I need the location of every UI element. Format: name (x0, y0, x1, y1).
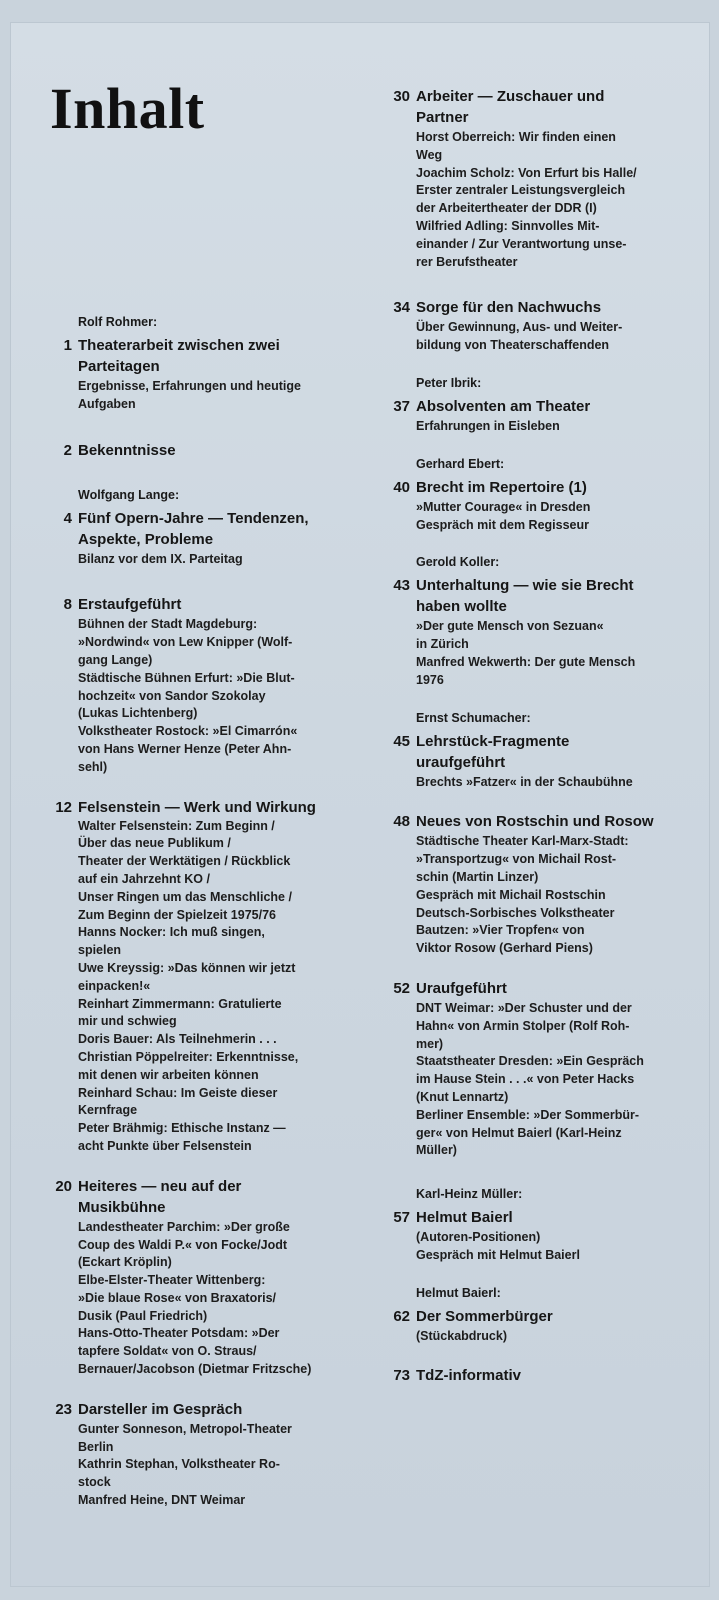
entry-heading: Erstaufgeführt (78, 596, 182, 614)
entry-line: einpacken!« (78, 978, 151, 993)
entry-line: ger« von Helmut Baierl (Karl-Heinz (416, 1125, 622, 1140)
page-number: 1 (63, 337, 72, 354)
entry-line: mir und schwieg (78, 1014, 177, 1029)
entry-line: Joachim Scholz: Von Erfurt bis Halle/ (416, 165, 637, 180)
toc-entry-40[interactable] (382, 456, 692, 535)
entry-line: Hahn« von Armin Stolper (Rolf Roh- (416, 1018, 630, 1033)
entry-line: Bernauer/Jacobson (Dietmar Fritzsche) (78, 1362, 312, 1377)
toc-entry-1[interactable] (44, 314, 364, 414)
page-title: Inhalt (50, 76, 205, 141)
entry-heading: Felsenstein — Werk und Wirkung (78, 798, 316, 816)
entry-line: Uwe Kreyssig: »Das können wir jetzt (78, 960, 296, 975)
toc-entry-73[interactable] (382, 1365, 692, 1386)
entry-line: bildung von Theaterschaffenden (416, 338, 610, 353)
entry-line: stock (78, 1475, 111, 1490)
entry-line: Coup des Waldi P.« von Focke/Jodt (78, 1237, 288, 1252)
toc-entry-57[interactable] (382, 1186, 692, 1265)
toc-entry-30[interactable] (382, 86, 692, 271)
entry-heading: Absolventen am Theater (416, 397, 591, 415)
page-number: 52 (393, 979, 410, 997)
entry-heading: Bekenntnisse (78, 441, 176, 459)
toc-right-column (382, 86, 692, 1386)
entry-line: Volkstheater Rostock: »El Cimarrón« (78, 724, 298, 739)
entry-line: Erfahrungen in Eisleben (416, 418, 560, 433)
page-number: 57 (393, 1209, 410, 1227)
entry-line: Hanns Nocker: Ich muß singen, (78, 925, 265, 940)
entry-line: Peter Brähmig: Ethische Instanz — (78, 1121, 286, 1136)
toc-entry-12[interactable] (44, 797, 364, 1156)
entry-heading: Musikbühne (78, 1198, 166, 1216)
entry-heading: Aspekte, Probleme (78, 530, 214, 548)
entry-line: in Zürich (416, 637, 469, 652)
entry-heading: TdZ-informativ (416, 1367, 521, 1385)
entry-line: mit denen wir arbeiten können (78, 1067, 259, 1082)
entry-line: »Mutter Courage« in Dresden (416, 499, 591, 514)
entry-line: Brechts »Fatzer« in der Schaubühne (416, 774, 633, 789)
entry-line: Wilfried Adling: Sinnvolles Mit- (416, 218, 600, 233)
toc-entry-8[interactable] (44, 594, 364, 776)
entry-line: Berlin (78, 1439, 114, 1454)
entry-line: acht Punkte über Felsenstein (78, 1138, 252, 1153)
page-number: 37 (393, 397, 410, 415)
page-number: 40 (393, 478, 410, 496)
entry-line: Manfred Heine, DNT Weimar (78, 1493, 246, 1508)
entry-line: Gespräch mit Helmut Baierl (416, 1247, 580, 1262)
magazine-page (10, 22, 710, 1587)
toc-entry-23[interactable] (44, 1399, 364, 1510)
entry-line: im Hause Stein . . .« von Peter Hacks (416, 1072, 635, 1087)
entry-author: Wolfgang Lange: (78, 487, 180, 502)
entry-heading: Partner (416, 109, 469, 126)
entry-line: Weg (416, 147, 443, 162)
toc-entry-34[interactable] (382, 297, 692, 355)
entry-author: Gerhard Ebert: (416, 456, 505, 471)
entry-author: Rolf Rohmer: (78, 315, 158, 329)
entry-line: Erster zentraler Leistungsvergleich (416, 183, 626, 198)
entry-line: Über Gewinnung, Aus- und Weiter- (416, 320, 623, 335)
entry-line: »Der gute Mensch von Sezuan« (416, 619, 604, 634)
entry-line: tapfere Soldat« von O. Straus/ (78, 1344, 257, 1359)
page-number: 12 (55, 798, 72, 816)
toc-entry-4[interactable] (44, 487, 364, 569)
entry-author: Peter Ibrik: (416, 375, 482, 390)
entry-author: Helmut Baierl: (416, 1285, 501, 1300)
entry-line: Über das neue Publikum / (78, 836, 231, 851)
page-number: 8 (63, 596, 72, 614)
toc-entry-43[interactable] (382, 554, 692, 689)
entry-line: Dusik (Paul Friedrich) (78, 1308, 208, 1323)
page-number: 45 (393, 732, 410, 750)
entry-line: hochzeit« von Sandor Szokolay (78, 688, 266, 703)
entry-line: Müller) (416, 1143, 457, 1158)
page-number: 34 (393, 299, 410, 317)
entry-heading: Theaterarbeit zwischen zwei (78, 337, 280, 354)
entry-line: Bühnen der Stadt Magdeburg: (78, 617, 258, 632)
entry-line: Kathrin Stephan, Volkstheater Ro- (78, 1457, 280, 1472)
entry-heading: Heiteres — neu auf der (78, 1177, 242, 1195)
page-number: 48 (393, 813, 410, 831)
entry-heading: Sorge für den Nachwuchs (416, 299, 602, 317)
entry-heading: Arbeiter — Zuschauer und (416, 88, 605, 105)
page-number: 4 (63, 509, 72, 527)
toc-entry-48[interactable] (382, 811, 692, 958)
page-number: 23 (55, 1400, 72, 1418)
entry-line: Landestheater Parchim: »Der große (78, 1219, 290, 1234)
entry-heading: Unterhaltung — wie sie Brecht (416, 577, 634, 595)
toc-entry-45[interactable] (382, 710, 692, 792)
entry-heading: uraufgeführt (416, 753, 506, 771)
entry-line: rer Berufstheater (416, 254, 518, 269)
page-number: 43 (393, 577, 410, 595)
entry-line: Staatstheater Dresden: »Ein Gespräch (416, 1054, 644, 1069)
page-number: 20 (55, 1177, 72, 1195)
toc-entry-62[interactable] (382, 1285, 692, 1346)
entry-line: Christian Pöppelreiter: Erkenntnisse, (78, 1049, 299, 1064)
entry-line: (Knut Lennartz) (416, 1089, 509, 1104)
entry-line: der Arbeitertheater der DDR (I) (416, 201, 597, 216)
entry-line: Deutsch-Sorbisches Volkstheater (416, 905, 615, 920)
entry-line: einander / Zur Verantwortung unse- (416, 236, 627, 251)
entry-line: Gespräch mit Michail Rostschin (416, 887, 606, 902)
entry-line: (Eckart Kröplin) (78, 1255, 172, 1270)
entry-heading: Lehrstück-Fragmente (416, 732, 570, 750)
entry-line: Walter Felsenstein: Zum Beginn / (78, 818, 275, 833)
toc-entry-37[interactable] (382, 375, 692, 436)
entry-line: Ergebnisse, Erfahrungen und heutige (78, 379, 301, 393)
toc-entry-2[interactable] (44, 440, 364, 461)
entry-line: mer) (416, 1036, 444, 1051)
entry-heading: Neues von Rostschin und Rosow (416, 813, 654, 831)
page-number: 73 (393, 1367, 410, 1385)
entry-line: Städtische Theater Karl-Marx-Stadt: (416, 834, 629, 849)
entry-line: Reinhart Zimmermann: Gratulierte (78, 996, 282, 1011)
entry-line: Viktor Rosow (Gerhard Piens) (416, 941, 593, 956)
entry-line: Hans-Otto-Theater Potsdam: »Der (78, 1326, 280, 1341)
entry-line: sehl) (78, 759, 108, 774)
entry-line: spielen (78, 943, 122, 958)
page-number: 30 (393, 88, 410, 105)
entry-line: »Transportzug« von Michail Rost- (416, 852, 617, 867)
entry-line: schin (Martin Linzer) (416, 869, 539, 884)
entry-line: Berliner Ensemble: »Der Sommerbür- (416, 1107, 639, 1122)
toc-entry-52[interactable] (382, 978, 692, 1160)
toc-entry-20[interactable] (44, 1176, 364, 1379)
entry-line: von Hans Werner Henze (Peter Ahn- (78, 741, 292, 756)
page-number: 62 (393, 1307, 410, 1325)
entry-line: Zum Beginn der Spielzeit 1975/76 (78, 907, 276, 922)
entry-author: Gerold Koller: (416, 555, 500, 570)
page-number: 2 (63, 441, 72, 459)
entry-line: gang Lange) (78, 652, 153, 667)
entry-heading: Fünf Opern-Jahre — Tendenzen, (78, 509, 309, 527)
entry-line: »Die blaue Rose« von Braxatoris/ (78, 1290, 276, 1305)
entry-heading: Uraufgeführt (416, 979, 507, 997)
entry-line: 1976 (416, 672, 444, 687)
entry-line: Theater der Werktätigen / Rückblick (78, 854, 291, 869)
entry-line: »Nordwind« von Lew Knipper (Wolf- (78, 635, 293, 650)
entry-line: Gunter Sonneson, Metropol-Theater (78, 1421, 292, 1436)
entry-line: (Stückabdruck) (416, 1328, 507, 1343)
entry-heading: Helmut Baierl (416, 1209, 513, 1227)
entry-heading: Parteitagen (78, 358, 160, 375)
entry-line: Städtische Bühnen Erfurt: »Die Blut- (78, 670, 295, 685)
entry-line: (Lukas Lichtenberg) (78, 706, 198, 721)
entry-line: Unser Ringen um das Menschliche / (78, 889, 292, 904)
entry-line: Doris Bauer: Als Teilnehmerin . . . (78, 1032, 277, 1047)
entry-line: auf ein Jahrzehnt KO / (78, 871, 210, 886)
entry-author: Karl-Heinz Müller: (416, 1187, 523, 1202)
entry-line: Kernfrage (78, 1103, 138, 1118)
entry-line: Elbe-Elster-Theater Wittenberg: (78, 1273, 266, 1288)
toc-left-column (44, 314, 364, 1510)
entry-author: Ernst Schumacher: (416, 710, 531, 725)
entry-line: Bilanz vor dem IX. Parteitag (78, 551, 243, 566)
entry-line: Horst Oberreich: Wir finden einen (416, 130, 616, 144)
entry-line: DNT Weimar: »Der Schuster und der (416, 1000, 632, 1015)
entry-line: (Autoren-Positionen) (416, 1230, 541, 1245)
entry-line: Reinhard Schau: Im Geiste dieser (78, 1085, 278, 1100)
entry-heading: Darsteller im Gespräch (78, 1400, 243, 1418)
entry-heading: Der Sommerbürger (416, 1307, 553, 1325)
entry-line: Gespräch mit dem Regisseur (416, 517, 589, 532)
entry-line: Manfred Wekwerth: Der gute Mensch (416, 654, 636, 669)
entry-heading: Brecht im Repertoire (1) (416, 478, 587, 496)
entry-line: Bautzen: »Vier Tropfen« von (416, 923, 585, 938)
entry-heading: haben wollte (416, 598, 507, 616)
entry-line: Aufgaben (78, 396, 136, 411)
